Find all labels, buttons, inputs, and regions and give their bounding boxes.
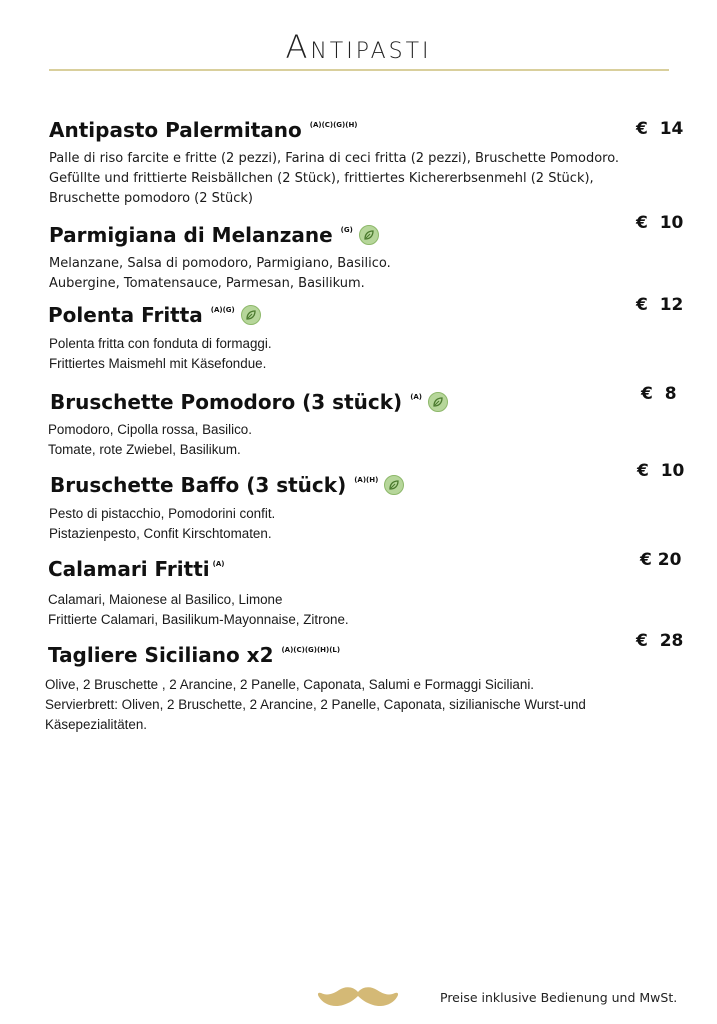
dish-description: Melanzane, Salsa di pomodoro, Parmigiano, Basilico. Aubergine, Tomatensauce, Parmesan, Basilikum. <box>49 256 391 291</box>
allergen-codes: (A)(C)(G)(H) <box>309 121 358 129</box>
dish-description: Palle di riso farcite e fritte (2 pezzi), Farina di ceci fritta (2 pezzi), Bruschette Pomodoro. Gefüllte und frittierte Reisbällchen (2 Stück), frittiertes Kichererbsenmehl (2 Stück), Bruschette pomodoro (2 Stück) <box>49 151 620 206</box>
vegetarian-leaf-icon <box>241 305 261 325</box>
dish-price: € 28 <box>636 631 684 651</box>
dish-price: € 12 <box>636 295 684 315</box>
vegetarian-leaf-icon <box>384 475 404 495</box>
title-divider <box>49 69 669 71</box>
dish-description: Pesto di pistacchio, Pomodorini confit. Pistazienpesto, Confit Kirschtomaten. <box>49 506 276 541</box>
vegetarian-leaf-icon <box>428 392 448 412</box>
dish-description: Calamari, Maionese al Basilico, Limone Frittierte Calamari, Basilikum-Mayonnaise, Zitrone. <box>48 592 349 627</box>
dish-description: Polenta fritta con fonduta di formaggi. Frittiertes Maismehl mit Käsefondue. <box>49 336 272 371</box>
dish-price: € 10 <box>637 461 685 481</box>
dish-description: Olive, 2 Bruschette , 2 Arancine, 2 Panelle, Caponata, Salumi e Formaggi Siciliani. Servierbrett: Oliven, 2 Bruschette, 2 Arancine, 2 Panelle, Caponata, sizilianische Wurst-und Käsepezialitäten. <box>45 677 586 732</box>
dish-name: Parmigiana di Melanzane (G) <box>49 223 379 247</box>
allergen-codes: (G) <box>340 226 353 234</box>
dish-price: € 8 <box>641 384 677 404</box>
dish-name: Bruschette Baffo (3 stück) (A)(H) <box>50 473 404 497</box>
page-title: Antipasti <box>285 28 432 66</box>
footer-note: Preise inklusive Bedienung und MwSt. <box>440 990 678 1005</box>
dish-name: Bruschette Pomodoro (3 stück) (A) <box>50 390 448 414</box>
dish-name: Calamari Fritti (A) <box>48 557 225 581</box>
vegetarian-leaf-icon <box>359 225 379 245</box>
dish-name: Antipasto Palermitano (A)(C)(G)(H) <box>49 118 358 142</box>
dish-price: € 20 <box>640 550 682 570</box>
dish-price: € 14 <box>636 119 684 139</box>
allergen-codes: (A)(G) <box>210 306 235 314</box>
dish-description: Pomodoro, Cipolla rossa, Basilico. Tomate, rote Zwiebel, Basilikum. <box>48 422 252 457</box>
allergen-codes: (A)(H) <box>354 476 379 484</box>
allergen-codes: (A) <box>212 560 225 568</box>
allergen-codes: (A) <box>410 393 423 401</box>
mustache-icon <box>317 984 399 1014</box>
dish-price: € 10 <box>636 213 684 233</box>
dish-name: Tagliere Siciliano x2 (A)(C)(G)(H)(L) <box>48 643 341 667</box>
dish-name: Polenta Fritta (A)(G) <box>48 303 261 327</box>
allergen-codes: (A)(C)(G)(H)(L) <box>281 646 341 654</box>
